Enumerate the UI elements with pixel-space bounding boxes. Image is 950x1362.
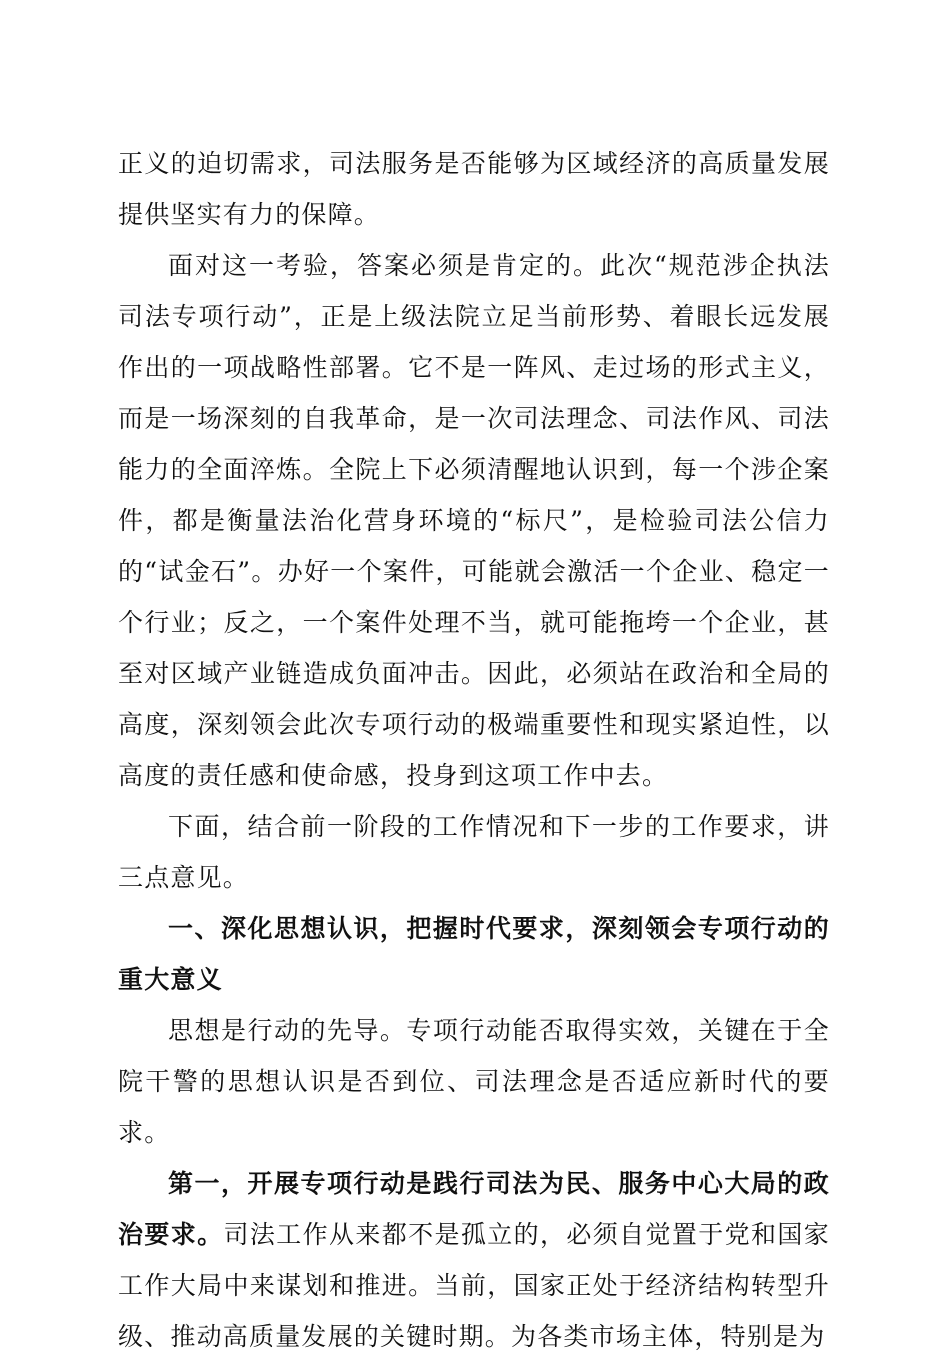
section-heading-1: 一、深化思想认识，把握时代要求，深刻领会专项行动的重大意义 xyxy=(118,914,830,994)
paragraph-thought: 思想是行动的先导。专项行动能否取得实效，关键在于全院干警的思想认识是否到位、司法理念是否适应新时代的要求。 xyxy=(118,1016,830,1147)
paragraph-answer: 面对这一考验，答案必须是肯定的。此次“规范涉企执法司法专项行动”，正是上级法院立足当前形势、着眼长远发展作出的一项战略性部署。它不是一阵风、走过场的形式主义，而是一场深刻的自我革命，是一次司法理念、司法作风、司法能力的全面淬炼。全院上下必须清醒地认识到，每一个涉企案件，都是衡量法治化营身环境的“标尺”，是检验司法公信力的“试金石”。办好一个案件，可能就会激活一个企业、稳定一个行业；反之，一个案件处理不当，就可能拖垮一个企业，甚至对区域产业链造成负面冲击。因此，必须站在政治和全局的高度，深刻领会此次专项行动的极端重要性和现实紧迫性，以高度的责任感和使命感，投身到这项工作中去。 xyxy=(118,251,830,790)
paragraph-continuation: 正义的迫切需求，司法服务是否能够为区域经济的高质量发展提供坚实有力的保障。 xyxy=(118,149,830,229)
first-point-lead: 第一，开展专项行动是践行司法为民、服务中心大局的政治要求。 xyxy=(118,1169,830,1249)
document-body xyxy=(118,138,830,1362)
paragraph-first-point xyxy=(118,1158,830,1362)
first-point-body: 司法工作从来都不是孤立的，必须自觉置于党和国家工作大局中来谋划和推进。当前，国家正处于经济结构转型升级、推动高质量发展的关键时期。为各类市场主体，特别是为 xyxy=(118,1220,830,1351)
paragraph-intro-points: 下面，结合前一阶段的工作情况和下一步的工作要求，讲三点意见。 xyxy=(118,812,830,892)
